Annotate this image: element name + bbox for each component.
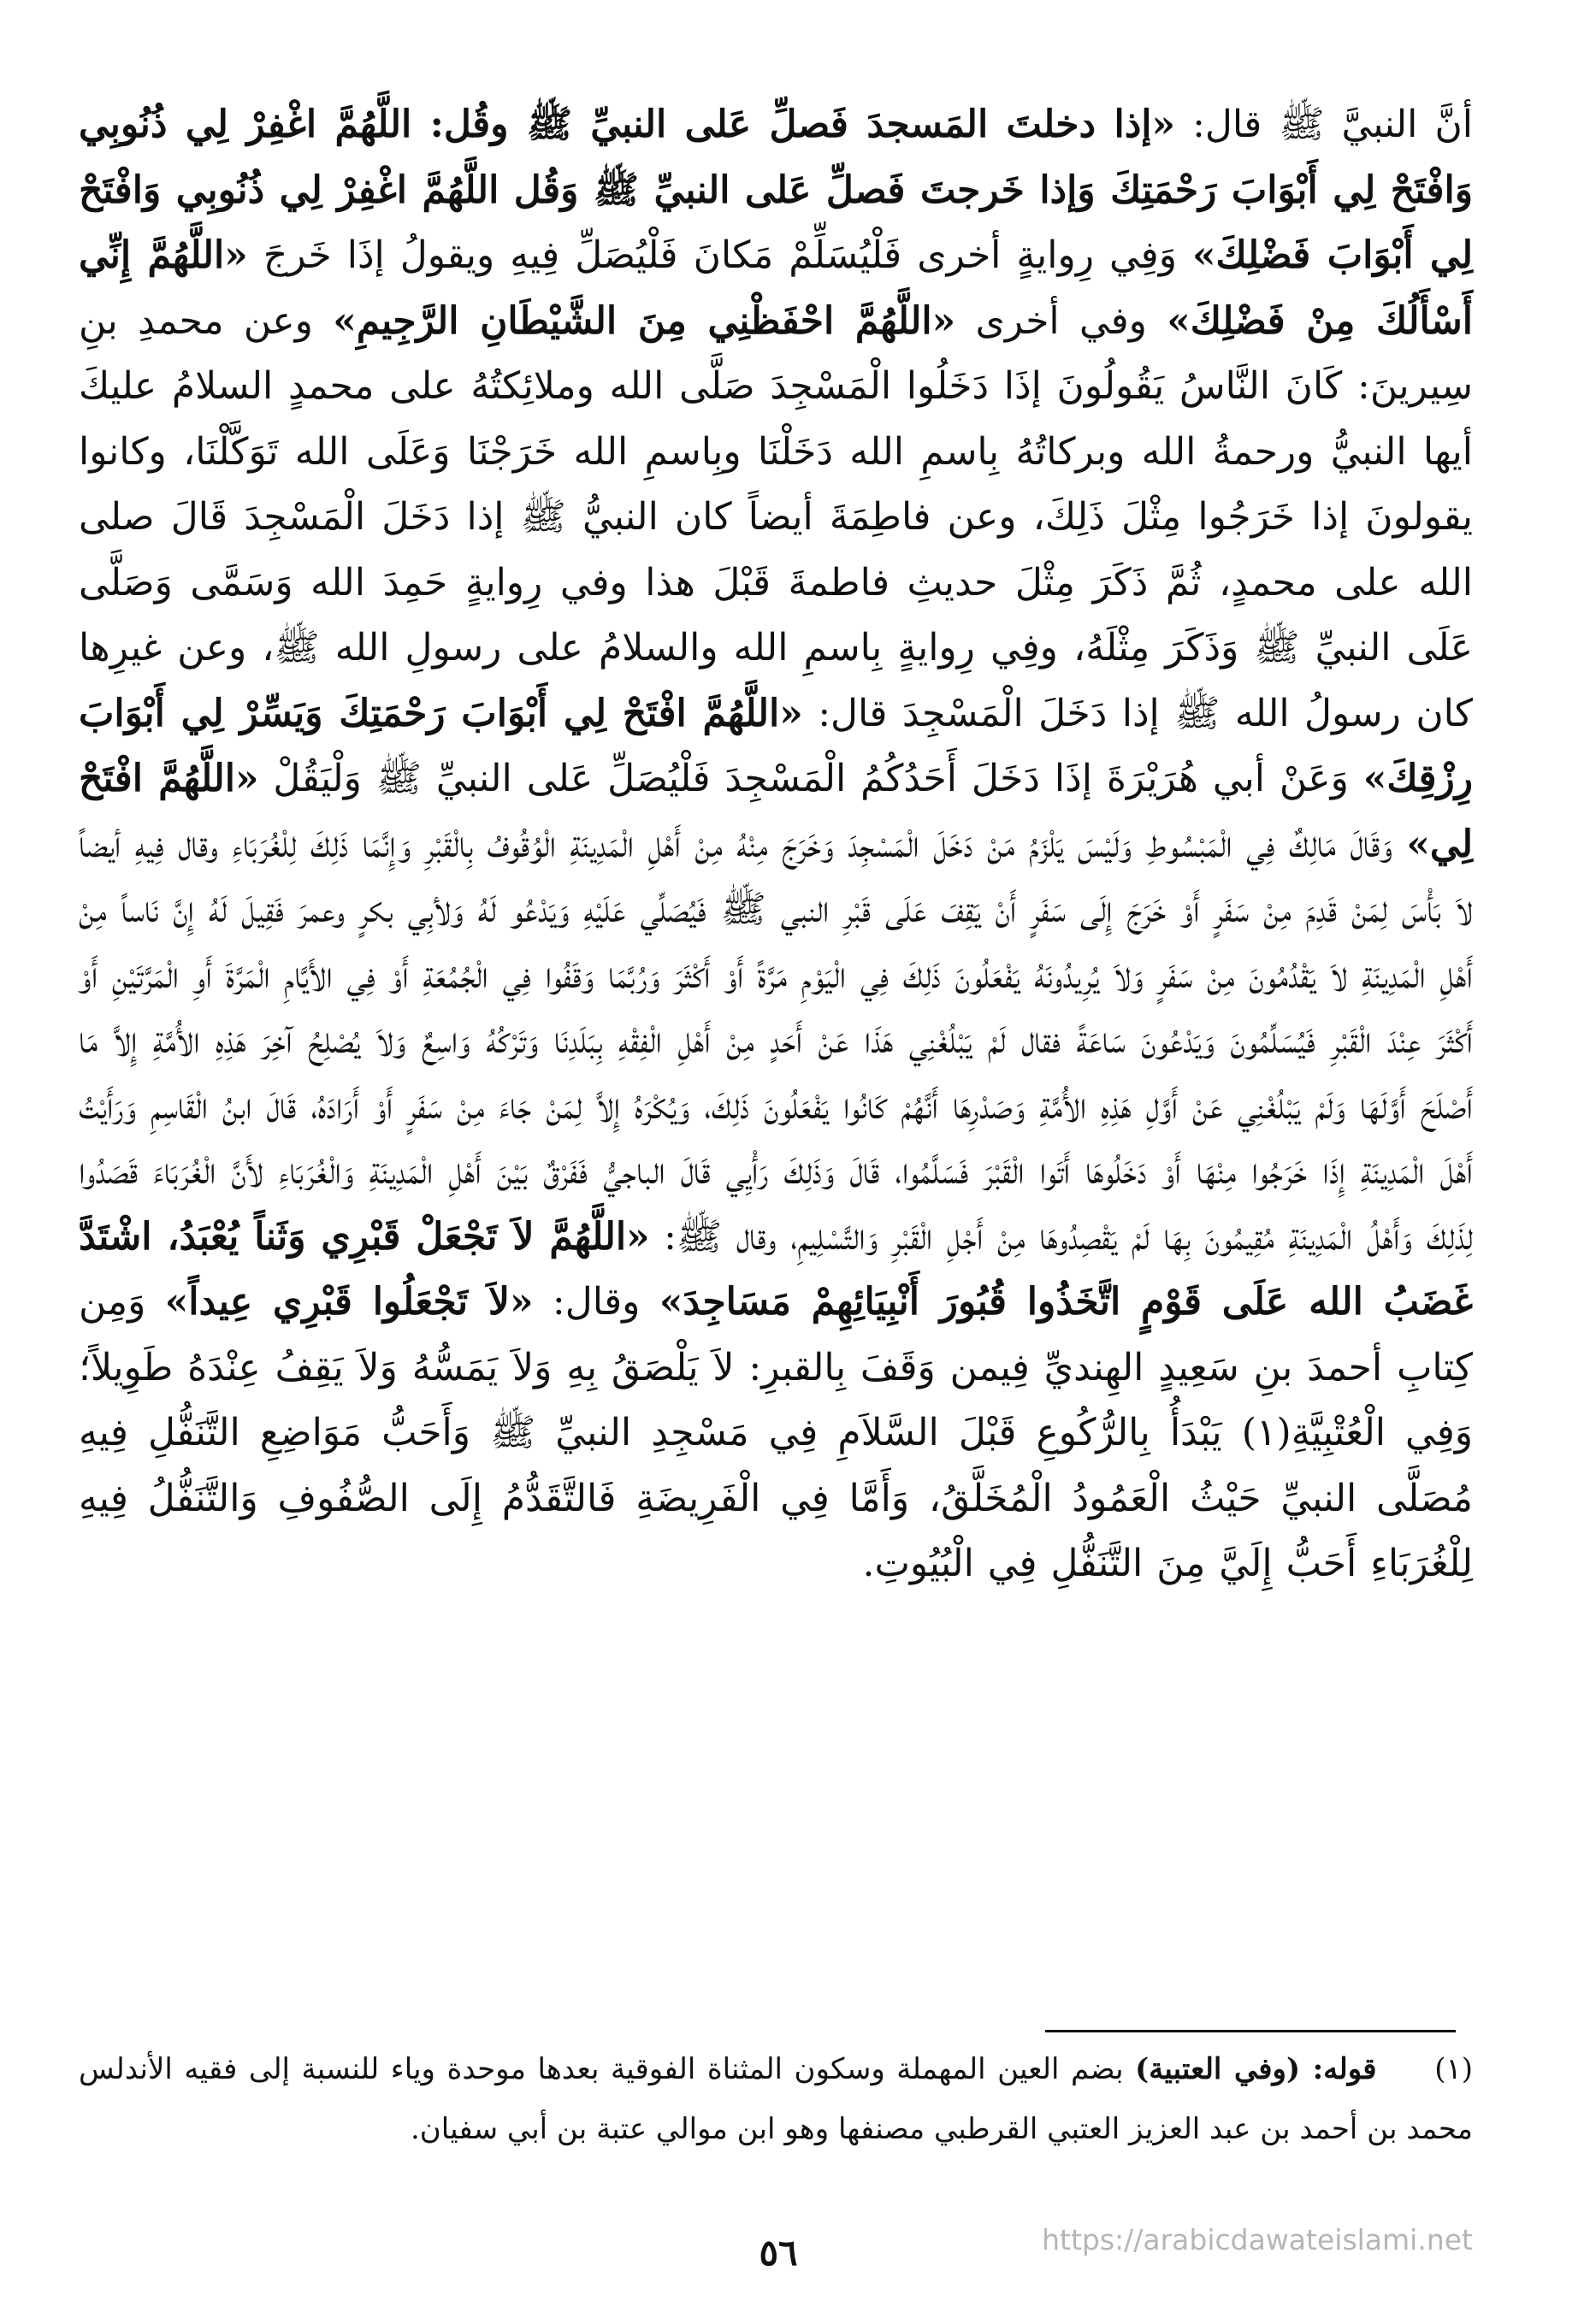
main-text-block [79, 92, 1473, 1597]
body-text-run: وفي أخرى [955, 298, 1167, 343]
body-text-run: وَقَالَ مَالِكٌ فِي الْمَبْسُوطِ وَلَيْسَ يَلْزَمُ مَنْ دَخَلَ الْمَسْجِدَ وَخَرَجَ مِنْهُ مِنْ أَهْلِ الْمَدِينَةِ الْوُقُوفُ بِالْقَبْرِ وَإِنَّمَا ذَلِكَ لِلْغُرَبَاءِ وقال فِيهِ أيضاً لاَ بَأْسَ لِمَنْ قَدِمَ مِنْ سَفَرٍ أَوْ خَرَجَ إِلَى سَفَرٍ أَنْ يَقِفَ عَلَى قَبْرِ النبي ﷺ فَيُصَلِّي عَلَيْهِ وَيَدْعُو لَهُ وَلأبِي بكرٍ وعمرَ فَقِيلَ لَهُ إِنَّ نَاساً مِنْ أَهْلِ الْمَدِينَةِ لاَ يَقْدُمُونَ مِنْ سَفَرٍ وَلاَ يُرِيدُونَهُ يَفْعَلُونَ ذَلِكَ فِي الْيَوْمِ مَرَّةً أَوْ أَكْثَرَ وَرُبَّمَا وَقَفُوا فِي الْجُمُعَةِ أَوْ فِي الأَيَّامِ الْمَرَّةَ أَوِ الْمَرَّتَيْنِ أَوْ أَكْثَرَ عِنْدَ الْقَبْرِ فَيُسَلِّمُونَ وَيَدْعُونَ سَاعَةً فقال لَمْ يَبْلُغْنِي هَذَا عَنْ أَحَدٍ مِنْ أَهْلِ الْفِقْهِ بِبَلَدِنَا وَتَرْكُهُ وَاسِعٌ وَلاَ يُصْلِحُ آخِرَ هَذِهِ الأُمَّةِ إِلاَّ مَا أَصْلَحَ أَوَّلَهَا وَلَمْ يَبْلُغْنِي عَنْ أَوَّلِ هَذِهِ الأُمَّةِ وَصَدْرِهَا أَنَّهُمْ كَانُوا يَفْعَلُونَ ذَلِكَ، وَيُكْرَهُ إِلاَّ لِمَنْ جَاءَ مِنْ سَفَرٍ أَوْ أَرَادَهُ، قَالَ ابنُ الْقَاسِمِ وَرَأَيْتُ أَهْلَ الْمَدِينَةِ إِذَا خَرَجُوا مِنْهَا أَوْ دَخَلُوهَا أَتَوا الْقَبْرَ فَسَلَّمُوا، قَالَ وَذَلِكَ رَأْيِي قَالَ الباجيُّ فَفَرْقٌ بَيْنَ أَهْلِ الْمَدِينَةِ وَالْغُرَبَاءِ لأَنَّ الْغُرَبَاءَ قَصَدُوا لِذَلِكَ وَأَهْلُ الْمَدِينَةِ مُقِيمُونَ بِهَا لَمْ يَقْصِدُوهَا مِنْ أَجْلِ الْقَبْرِ وَالتَّسْلِيمِ، وقال ﷺ: [79, 822, 1473, 1259]
body-text-run: وَمِن كِتابِ أحمدَ بنِ سَعِيدٍ الهِنديِّ فِيمن وَقَفَ بِالقبرِ: لاَ يَلْصَقُ بِهِ وَلاَ يَمَسُّهُ وَلاَ يَقِفُ عِنْدَهُ طَوِيلاً؛ وَفِي الْعُتْبِيَّةِ(١) يَبْدَأُ بِالرُّكُوعِ قَبْلَ السَّلاَمِ فِي مَسْجِدِ النبيِّ ﷺ وَأَحَبُّ مَوَاضِعِ التَّنَفُّلِ فِيهِ مُصَلَّى النبيِّ حَيْثُ الْعَمُودُ الْمُخَلَّقُ، وَأَمَّا فِي الْفَرِيضَةِ فَالتَّقَدُّمُ إِلَى الصُّفُوفِ وَالتَّنَفُّلُ فِيهِ لِلْغُرَبَاءِ أَحَبُّ إِلَيَّ مِنَ التَّنَفُّلِ فِي الْبُيُوتِ. [79, 1280, 1473, 1585]
footnote [79, 2039, 1473, 2159]
footnote-number: (١) [1434, 2052, 1474, 2086]
body-text-run: أنَّ النبيَّ ﷺ قال: [1175, 103, 1473, 146]
body-text-run: وقال: [533, 1280, 659, 1324]
page-number: ٥٦ [759, 2232, 798, 2274]
quoted-supplication: «إذا دخلتَ المَسجدَ فَصلِّ عَلى النبيِّ ﷺ وقُل: اللَّهُمَّ اغْفِرْ لِي ذُنُوبِي وَافْتَحْ لِي أَبْوَابَ رَحْمَتِكَ وَإذا خَرجتَ فَصلِّ عَلى النبيِّ ﷺ وَقُل اللَّهُمَّ اغْفِرْ لِي ذُنُوبِي وَافْتَحْ لِي أَبْوَابَ فَضْلِكَ» [79, 103, 1473, 277]
quoted-supplication: «اللَّهُمَّ افْتَحْ لِي أَبْوَابَ رَحْمَتِكَ وَيَسِّرْ لِي أَبْوَابَ رِزْقِكَ» [79, 691, 1473, 800]
body-text-run: وَعَنْ أبي هُرَيْرَةَ إذَا دَخَلَ أَحَدُكُمُ الْمَسْجِدَ فَلْيُصَلِّ عَلى النبيِّ ﷺ وَلْيَقُلْ [258, 757, 1363, 800]
quoted-supplication: «اللَّهُمَّ لاَ تَجْعَلْ قَبْرِي وَثَناً يُعْبَدُ، اشْتَدَّ غَضَبُ الله عَلَى قَوْمٍ اتَّخَذُوا قُبُورَ أَنْبِيَائِهِمْ مَسَاجِدَ» [79, 1214, 1474, 1324]
quoted-supplication: «لاَ تَجْعَلُوا قَبْرِي عِيداً» [164, 1280, 534, 1324]
footnote-label: قوله: (وفي العتبية) [1135, 2052, 1377, 2086]
body-text-run: وَفِي رِوايةٍ أخرى فَلْيُسَلِّمْ مَكانَ فَلْيُصَلِّ فِيهِ ويقولُ إذَا خَرجَ [247, 233, 1192, 277]
body-text-run: وعن محمدِ بنِ سِيرينَ: كَانَ النَّاسُ يَقُولُونَ إذَا دَخَلُوا الْمَسْجِدَ صَلَّى الله وملائِكتُهُ على محمدٍ السلامُ عليكَ أيها النبيُّ ورحمةُ الله وبركاتُهُ بِاسمِ الله دَخَلْنَا وبِاسمِ الله خَرَجْنَا وَعَلَى الله تَوَكَّلْنَا، وكانوا يقولونَ إذا خَرَجُوا مِثْلَ ذَلِكَ، وعن فاطِمَةَ أيضاً كان النبيُّ ﷺ إذا دَخَلَ الْمَسْجِدَ قَالَ صلى الله على محمدٍ، ثُمَّ ذَكَرَ مِثْلَ حديثِ فاطمةَ قَبْلَ هذا وفي رِوايةٍ حَمِدَ الله وَسَمَّى وَصَلَّى عَلَى النبيِّ ﷺ وَذَكَرَ مِثْلَهُ، وفِي رِوايةٍ بِاسمِ الله والسلامُ على رسولِ الله ﷺ، وعن غيرِها كان رسولُ الله ﷺ إذا دَخَلَ الْمَسْجِدَ قال: [79, 298, 1473, 735]
footnote-text: بضم العين المهملة وسكون المثناة الفوقية بعدها موحدة وياء للنسبة إلى فقيه الأندلس محمد بن أحمد بن عبد العزيز العتبي القرطبي مصنفها وهو ابن موالي عتبة بن أبي سفيان. [79, 2052, 1473, 2146]
watermark-url: https://arabicdawateislami.net [1042, 2223, 1473, 2256]
quoted-supplication: «اللَّهُمَّ افْتَحْ لِي» [79, 757, 1473, 866]
quoted-supplication: «اللَّهُمَّ إِنِّي أَسْأَلُكَ مِنْ فَضْلِكَ» [79, 233, 1474, 343]
footnote-separator [1045, 2030, 1456, 2032]
quoted-supplication: «اللَّهُمَّ احْفَظْنِي مِنَ الشَّيْطَانِ الرَّجِيمِ» [333, 298, 956, 343]
